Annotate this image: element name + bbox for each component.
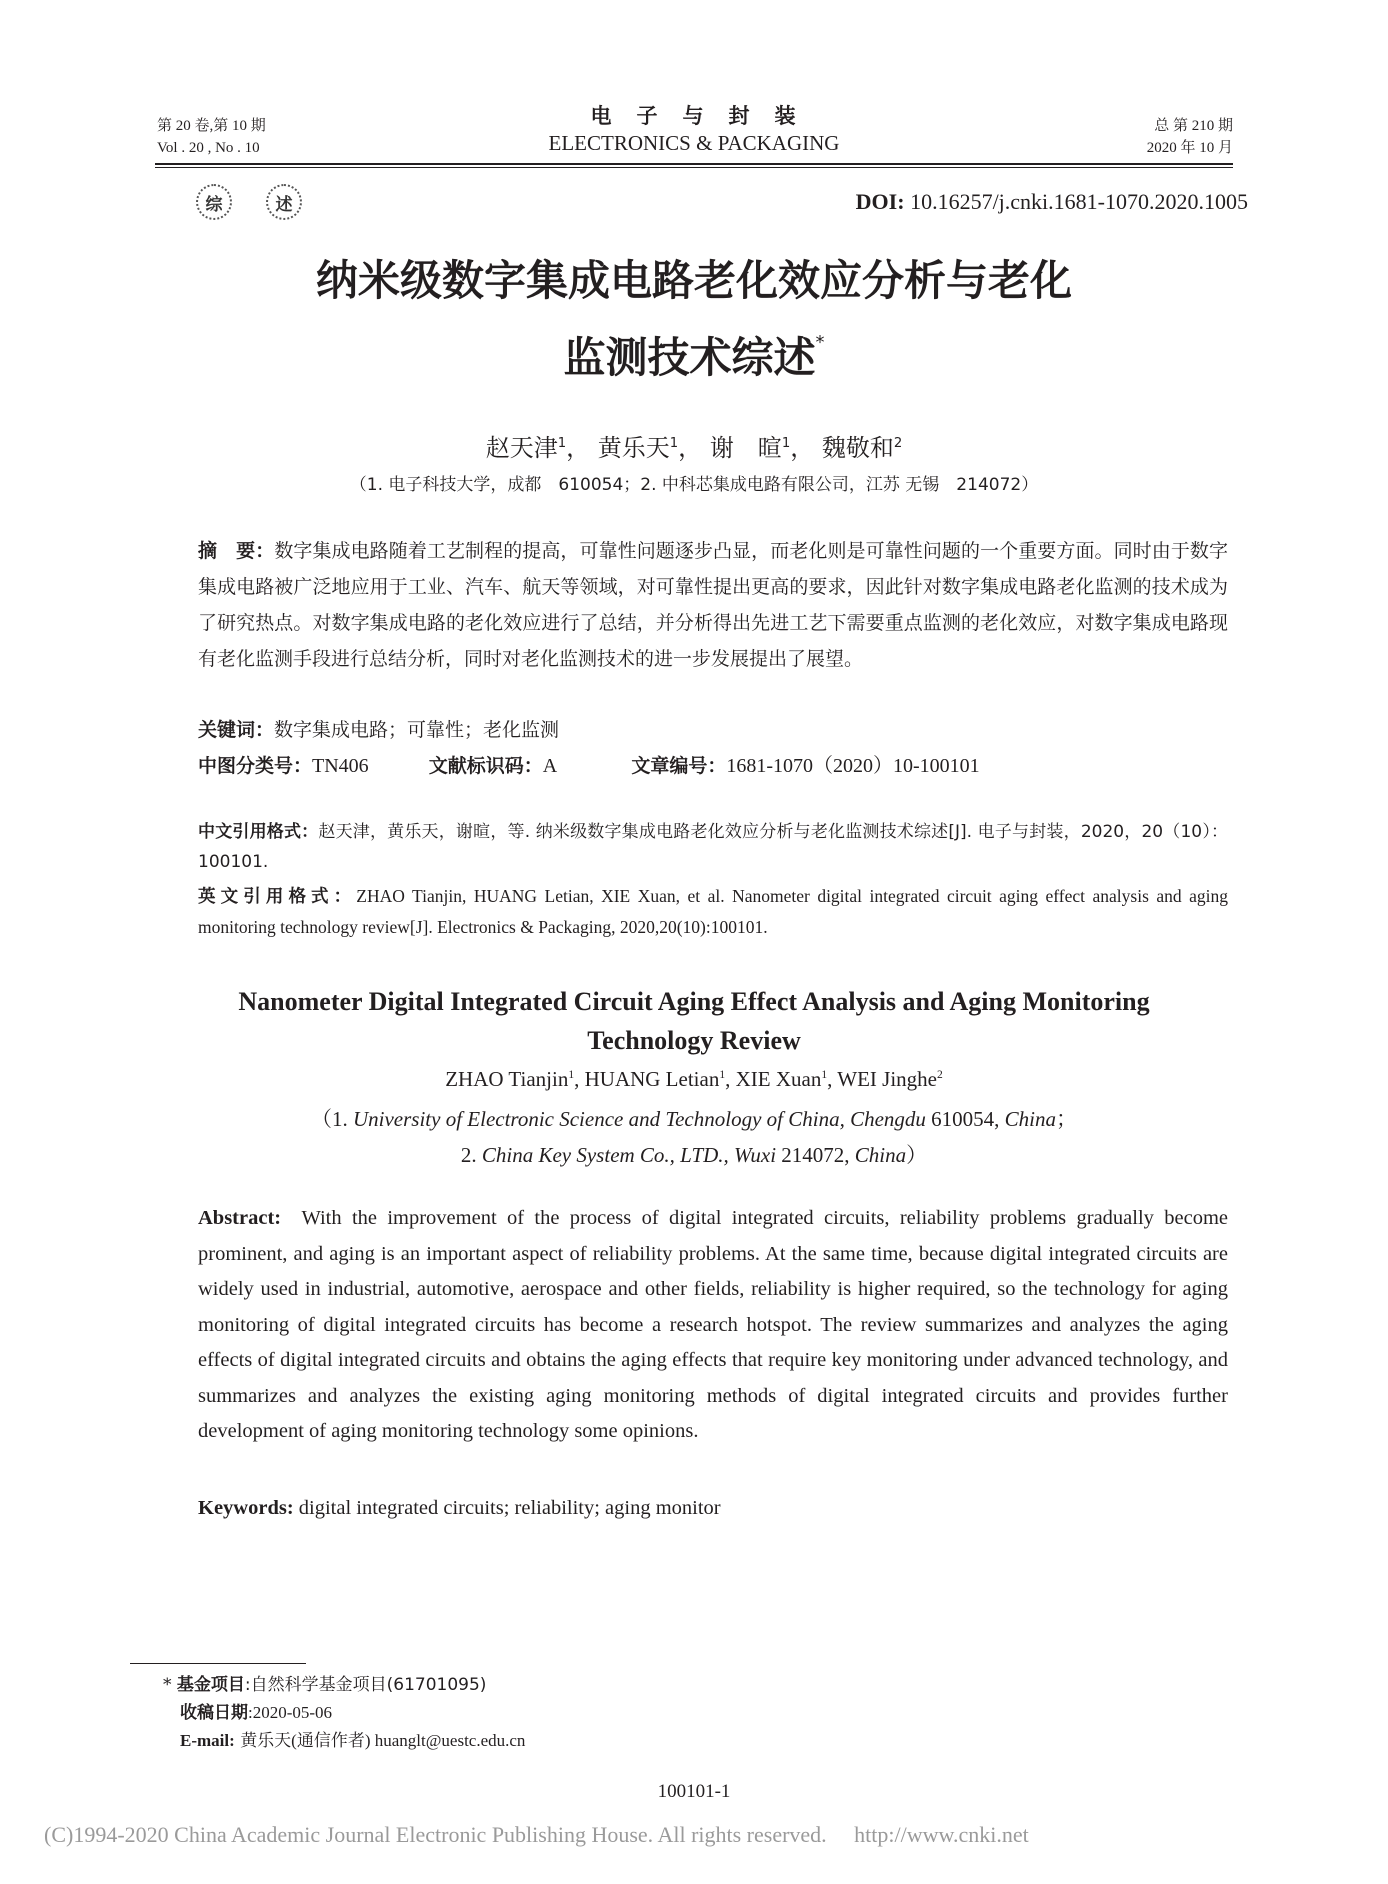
affiliations-en-line2 bbox=[0, 1139, 1388, 1169]
classification-line bbox=[198, 748, 980, 784]
fund-label: 基金项目 bbox=[176, 1675, 245, 1695]
doc-code-label: 文献标识码： bbox=[428, 755, 543, 777]
citation-en-text: ZHAO Tianjin, HUANG Letian, XIE Xuan, et al. Nanometer digital integrated circuit aging effect analysis and aging monitoring technology review[J]. Electronics & Packaging, 2020,20(10):100101. bbox=[198, 886, 1229, 937]
citation-en bbox=[198, 881, 1228, 943]
email-text: 黄乐天(通信作者) huanglt@uestc.edu.cn bbox=[240, 1731, 526, 1750]
abstract-cn-text: 数字集成电路随着工艺制程的提高，可靠性问题逐步凸显，而老化则是可靠性问题的一个重要方面。同时由于数字集成电路被广泛地应用于工业、汽车、航天等领域，对可靠性提出更高的要求，因此针对数字集成电路老化监测的技术成为了研究热点。对数字集成电路的老化效应进行了总结，并分析得出先进工艺下需要重点监测的老化效应，对数字集成电路现有老化监测手段进行总结分析，同时对老化监测技术的进一步发展提出了展望。 bbox=[198, 540, 1228, 670]
citation-cn-label: 中文引用格式： bbox=[198, 822, 319, 842]
author-en-aff: 1 bbox=[821, 1069, 828, 1081]
author-cn-aff: 1 bbox=[781, 436, 791, 451]
footnote-fund bbox=[163, 1672, 486, 1698]
author-en-aff: 1 bbox=[568, 1069, 575, 1081]
doi bbox=[856, 189, 1248, 215]
aff-en-country-2: China bbox=[854, 1143, 907, 1167]
keywords-cn-text: 数字集成电路；可靠性；老化监测 bbox=[274, 719, 560, 741]
abstract-cn-label: 摘 要： bbox=[198, 540, 275, 562]
author-cn-aff: 1 bbox=[557, 436, 567, 451]
author-cn: 谢 暄 bbox=[709, 434, 782, 462]
section-badge-zong: 综 bbox=[196, 184, 232, 220]
title-cn-footnote-mark: * bbox=[815, 332, 825, 353]
keywords-en bbox=[198, 1491, 721, 1526]
abstract-en-text: With the improvement of the process of digital integrated circuits, reliability problems gradually become prominent, and aging is an important aspect of reliability problems. At the same time, because digital integrated circuits are widely used in industrial, automotive, aerospace and other fields, reliability is higher required, so the technology for aging monitoring of digital integrated circuits has become a research hotspot. The review summarizes and analyzes the aging effects of digital integrated circuits and obtains the aging effects that require key monitoring under advanced technology, and summarizes and analyzes the existing aging monitoring methods of digital integrated circuits and provides further development of aging monitoring technology some opinions. bbox=[198, 1207, 1228, 1442]
aff-en-institution-2: China Key System Co., LTD., Wuxi bbox=[481, 1143, 777, 1167]
article-number-value: 1681-1070（2020）10-100101 bbox=[726, 755, 980, 777]
author-cn: 黄乐天 bbox=[597, 434, 670, 462]
footnote-email bbox=[180, 1728, 525, 1754]
doc-code-value: A bbox=[542, 755, 558, 777]
title-cn-line2-text: 监测技术综述 bbox=[563, 333, 816, 382]
fund-text: :自然科学基金项目(61701095) bbox=[244, 1675, 487, 1695]
page-number: 100101-1 bbox=[657, 1781, 731, 1802]
volume-issue-cn: 第 20 卷,第 10 期 bbox=[157, 118, 266, 134]
aff-en-code-2: 214072, bbox=[776, 1143, 855, 1167]
clc-label: 中图分类号： bbox=[198, 755, 313, 777]
keywords-cn-label: 关键词： bbox=[198, 719, 275, 741]
aff-en-sep: ； bbox=[1056, 1107, 1077, 1131]
article-number-label: 文章编号： bbox=[631, 755, 727, 777]
clc-value: TN406 bbox=[312, 755, 369, 777]
abstract-en-label: Abstract: bbox=[198, 1207, 282, 1229]
title-cn-line1: 纳米级数字集成电路老化效应分析与老化 bbox=[315, 256, 1072, 305]
keywords-en-label: Keywords: bbox=[198, 1497, 294, 1519]
author-en: HUANG Letian bbox=[584, 1067, 720, 1091]
received-text: :2020-05-06 bbox=[248, 1703, 333, 1722]
author-en-aff: 1 bbox=[719, 1069, 726, 1081]
author-en: ZHAO Tianjin bbox=[445, 1067, 569, 1091]
footnote-rule bbox=[130, 1663, 306, 1664]
keywords-cn bbox=[198, 712, 559, 748]
citation-en-label: 英文引用格式： bbox=[198, 887, 357, 907]
author-cn: 赵天津 bbox=[485, 434, 558, 462]
author-cn: 魏敬和 bbox=[821, 434, 894, 462]
author-en: WEI Jinghe bbox=[837, 1067, 937, 1091]
issue-total: 总 第 210 期 bbox=[1154, 118, 1233, 134]
journal-name-cn: 电 子 与 封 装 bbox=[590, 104, 798, 128]
aff-en-code-1: 610054, bbox=[925, 1107, 1005, 1131]
section-badge-shu: 述 bbox=[266, 184, 302, 220]
keywords-en-text: digital integrated circuits; reliability; aging monitor bbox=[298, 1497, 721, 1519]
header-rule-thick bbox=[155, 163, 1233, 165]
affiliations-cn: （1. 电子科技大学，成都 610054；2. 中科芯集成电路有限公司，江苏 无锡 214072） bbox=[349, 475, 1039, 495]
title-cn-line2 bbox=[0, 314, 1388, 387]
author-en-aff: 2 bbox=[936, 1069, 943, 1081]
abstract-cn bbox=[198, 533, 1228, 677]
abstract-en bbox=[198, 1201, 1228, 1450]
citation-cn-text: 赵天津，黄乐天，谢暄，等. 纳米级数字集成电路老化效应分析与老化监测技术综述[J]. 电子与封装，2020，20（10）：100101. bbox=[198, 822, 1229, 872]
citation-cn bbox=[198, 817, 1228, 877]
volume-issue-en: Vol . 20 , No . 10 bbox=[157, 140, 260, 156]
journal-name-en: ELECTRONICS & PACKAGING bbox=[548, 131, 840, 155]
author-cn-aff: 1 bbox=[669, 436, 679, 451]
received-label: 收稿日期 bbox=[180, 1703, 248, 1723]
title-en-line1: Nanometer Digital Integrated Circuit Aging Effect Analysis and Aging Monitoring bbox=[238, 987, 1150, 1016]
doi-label: DOI: bbox=[855, 189, 905, 214]
authors-en: ZHAO Tianjin$^1$, HUANG Letian$^1$, XIE Xuan$^1$, WEI Jinghe$^2$ bbox=[445, 1067, 943, 1091]
header-rule-thin bbox=[155, 167, 1233, 168]
aff-en-open: （1. bbox=[310, 1107, 353, 1131]
doi-value: 10.16257/j.cnki.1681-1070.2020.1005 bbox=[910, 189, 1248, 214]
aff-en-country-1: China bbox=[1004, 1107, 1056, 1131]
affiliations-en-line1 bbox=[0, 1103, 1388, 1133]
authors-cn: 赵天津$^1$， 黄乐天$^1$， 谢 暄$^1$， 魏敬和$^2$ bbox=[485, 434, 903, 462]
issue-date: 2020 年 10 月 bbox=[1146, 140, 1233, 156]
copyright-watermark: (C)1994-2020 China Academic Journal Electronic Publishing House. All rights reserved. http://www.cnki.net bbox=[44, 1822, 1029, 1847]
author-en: XIE Xuan bbox=[735, 1067, 822, 1091]
email-label: E-mail: bbox=[180, 1731, 235, 1750]
title-en-line2: Technology Review bbox=[587, 1026, 801, 1055]
aff-en-num-2: 2. bbox=[460, 1143, 482, 1167]
footnote-received bbox=[180, 1700, 332, 1726]
aff-en-close: ） bbox=[906, 1143, 928, 1167]
aff-en-institution-1: University of Electronic Science and Technology of China, Chengdu bbox=[352, 1107, 926, 1131]
footnote-mark: * bbox=[163, 1675, 172, 1695]
author-cn-aff: 2 bbox=[893, 436, 903, 451]
